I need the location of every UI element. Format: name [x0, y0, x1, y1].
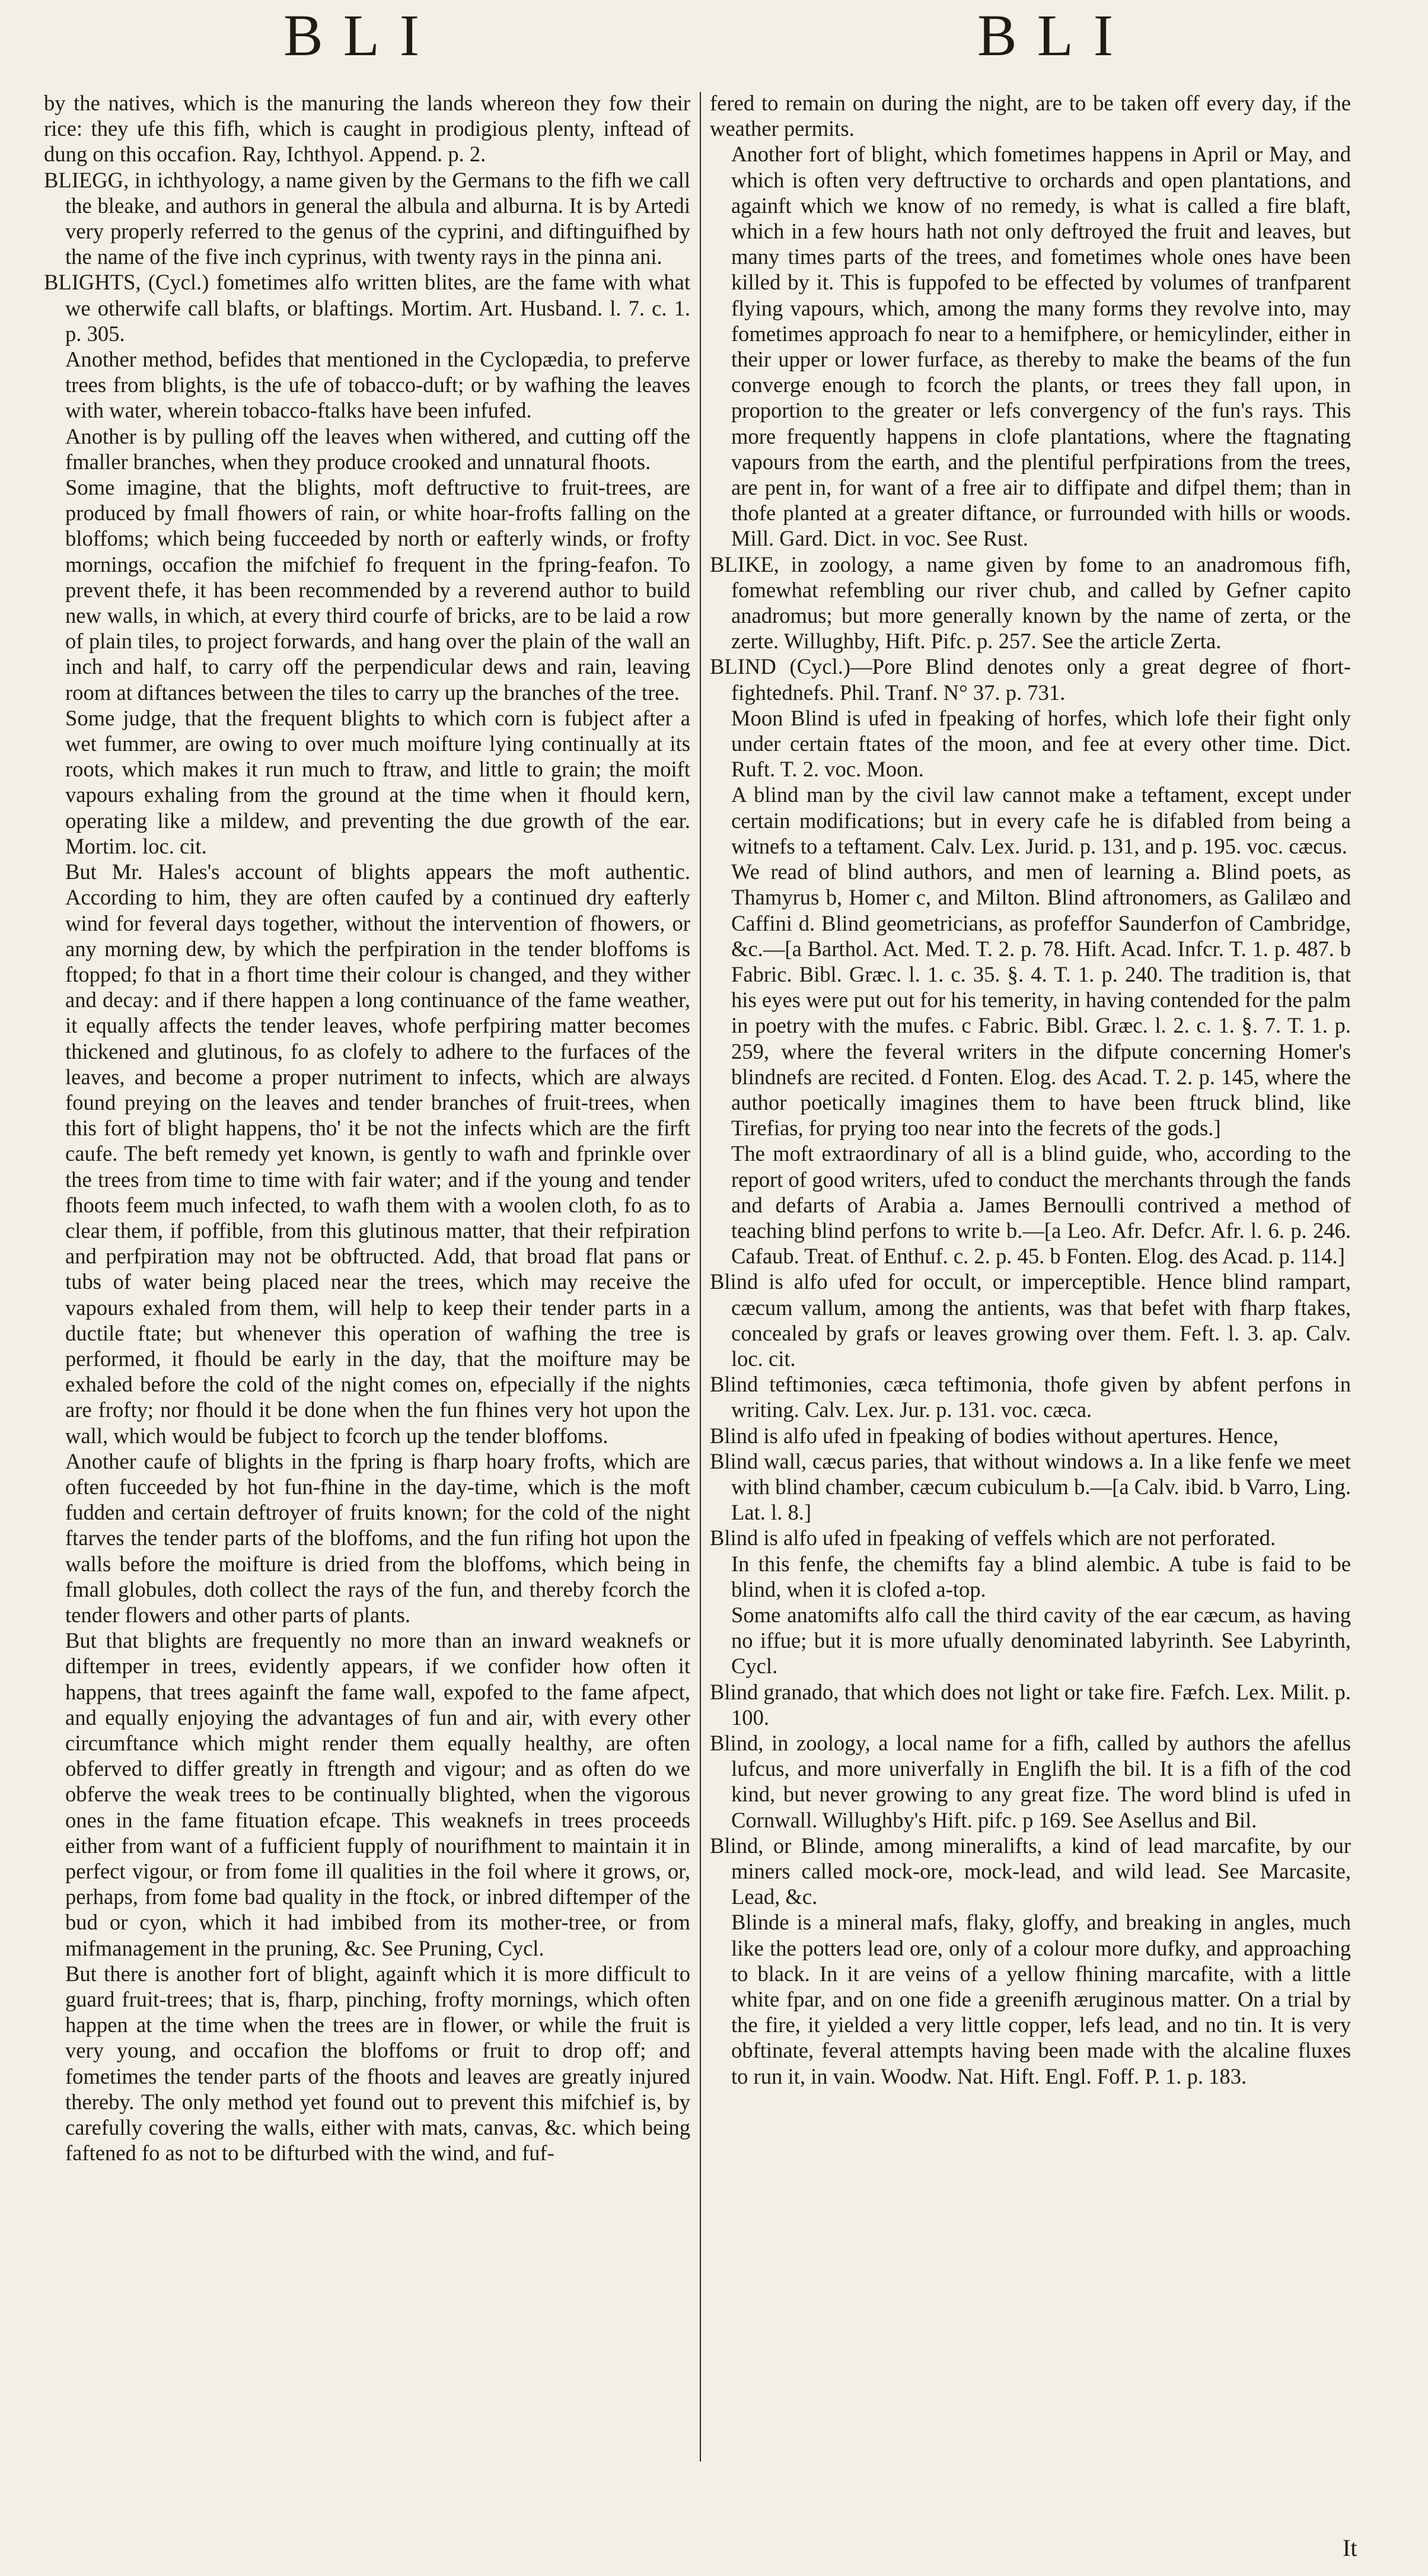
paragraph: Another is by pulling off the leaves when withered, and cutting off the fmaller branches, when they produce crooked and unnatural fhoots.	[65, 424, 690, 474]
paragraph: Another fort of blight, which fometimes happens in April or May, and which is often very deftructive to orchards and open plantations, and againft which we know of no remedy, is what is called a fire blaft, which in a few hours hath not only deftroyed the fruit and leaves, but many times parts of the trees, and fometimes whole ones have been killed by it. This is fuppofed to be effected by volumes of tranfparent flying vapours, which, among the many forms they revolve into, may fometimes approach fo near to a hemifphere, or hemicylinder, either in their upper or lower furface, as thereby to make the beams of the fun converge enough to fcorch the plants, or trees they fall upon, in proportion to the greater or lefs convergency of the fun's rays. This more frequently happens in clofe plantations, where the ftagnating vapours from the earth, and the plentiful perfpirations from the trees, are pent in, for want of a free air to diffipate and difpel them; than in thofe planted at a greater diftance, or furrounded with hills or woods. Mill. Gard. Dict. in voc. See Rust.	[731, 142, 1351, 551]
paragraph: Blinde is a mineral mafs, flaky, gloffy, and breaking in angles, much like the potters lead ore, only of a colour more dufky, and approaching to black. In it are veins of a yellow fhining marcafite, with a little white fpar, and on one fide a greenifh æruginous matter. On a trial by the fire, it yielded a very little copper, lefs lead, and no tin. It is very obftinate, feveral attempts having been made with the alcaline fluxes to run it, in vain. Woodw. Nat. Hift. Engl. Foff. P. 1. p. 183.	[731, 1910, 1351, 2088]
paragraph: BLIEGG, in ichthyology, a name given by the Germans to the fifh we call the bleake, and authors in general the albula and alburna. It is by Artedi very properly referred to the genus of the cyprini, and diftinguifhed by the name of the five inch cyprinus, with twenty rays in the pinna ani.	[44, 167, 690, 269]
paragraph: BLIGHTS, (Cycl.) fometimes alfo written blites, are the fame with what we otherwife call blafts, or blaftings. Mortim. Art. Husband. l. 7. c. 1. p. 305.	[44, 270, 690, 346]
paragraph: Blind granado, that which does not light or take fire. Fæfch. Lex. Milit. p. 100.	[710, 1679, 1351, 1730]
paragraph: In this fenfe, the chemifts fay a blind alembic. A tube is faid to be blind, when it is clofed a-top.	[731, 1551, 1351, 1601]
paragraph: Blind, or Blinde, among mineralifts, a kind of lead marcafite, by our miners called mock-ore, mock-lead, and wild lead. See Marcasite, Lead, &c.	[710, 1833, 1351, 1909]
paragraph: Blind is alfo ufed in fpeaking of bodies without apertures. Hence,	[710, 1423, 1279, 1448]
paragraph: Blind teftimonies, cæca teftimonia, thofe given by abfent perfons in writing. Calv. Lex. Jur. p. 131. voc. cæca.	[710, 1372, 1351, 1422]
paragraph: Blind is alfo ufed for occult, or imperceptible. Hence blind rampart, cæcum vallum, among the antients, was that befet with fharp ftakes, concealed by grafs or leaves growing over them. Feft. l. 3. ap. Calv. loc. cit.	[710, 1269, 1351, 1371]
column-divider	[700, 92, 701, 2462]
paragraph: Moon Blind is ufed in fpeaking of horfes, which lofe their fight only under certain ftates of the moon, and fee at every other time. Dict. Ruft. T. 2. voc. Moon.	[731, 705, 1351, 782]
running-head-right: BLI	[977, 2, 1134, 68]
paragraph: Another caufe of blights in the fpring is fharp hoary frofts, which are often fucceeded by hot fun-fhine in the day-time, which is the moft fudden and certain deftroyer of fruits known; for the cold of the night ftarves the tender parts of the bloffoms, and the fun rifing hot upon the walls before the moifture is dried from the bloffoms, which being in fmall globules, doth collect the rays of the fun, and thereby fcorch the tender flowers and other parts of plants.	[65, 1448, 690, 1627]
paragraph: Some imagine, that the blights, moft deftructive to fruit-trees, are produced by fmall fhowers of rain, or white hoar-frofts falling on the bloffoms; which being fucceeded by north or eafterly winds, or frofty mornings, occafion the mifchief fo frequent in the fpring-feafon. To prevent thefe, it has been recommended by a reverend author to build new walls, in which, at every third courfe of bricks, are to be laid a row of plain tiles, to project forwards, and hang over the plain of the wall an inch and half, to carry off the perpendicular dews and rain, leaving room at diftances between the tiles to carry up the branches of the tree.	[65, 475, 690, 705]
paragraph: fered to remain on during the night, are to be taken off every day, if the weather permits.	[710, 91, 1351, 141]
paragraph: But Mr. Hales's account of blights appears the moft authentic. According to him, they are often caufed by a continued dry eafterly wind for feveral days together, without the intervention of fhowers, or any morning dew, by which the perfpiration in the tender bloffoms is ftopped; fo that in a fhort time their colour is changed, and they wither and decay: and if there happen a long continuance of the fame weather, it equally affects the tender leaves, whofe perfpiring matter becomes thickened and glutinous, fo as clofely to adhere to the furfaces of the leaves, and become a proper nutriment to infects, which are always found preying on the leaves and tender branches of fruit-trees, when this fort of blight happens, tho' it be not the infects which are the firft caufe. The beft remedy yet known, is gently to wafh and fprinkle over the trees from time to time with fair water; and if the young and tender fhoots feem much infected, to wafh them with a woolen cloth, fo as to clear them, if poffible, from this glutinous matter, that their refpiration and perfpiration may not be obftructed. Add, that broad flat pans or tubs of water being placed near the trees, which may receive the vapours exhaled from them, will help to keep their tender parts in a ductile ftate; but whenever this operation of wafhing the tree is performed, it fhould be early in the day, that the moifture may be exhaled before the cold of the night comes on, efpecially if the nights are frofty; nor fhould it be done when the fun fhines very hot upon the wall, which would be fubject to fcorch up the tender bloffoms.	[65, 859, 690, 1448]
paragraph: But that blights are frequently no more than an inward weaknefs or diftemper in trees, evidently appears, if we confider how often it happens, that trees againft the fame wall, expofed to the fame afpect, and equally enjoying the advantages of fun and air, with every other circumftance which might render them equally healthy, are often obferved to differ greatly in ftrength and vigour; and as often do we obferve the weak trees to be continually blighted, when the vigorous ones in the fame fituation efcape. This weaknefs in trees proceeds either from want of a fufficient fupply of nourifhment to maintain it in perfect vigour, or from fome ill qualities in the foil where it grows, or, perhaps, from fome bad quality in the ftock, or inbred diftemper of the bud or cyon, which it had imbibed from its mother-tree, or from mifmanagement in the pruning, &c. See Pruning, Cycl.	[65, 1628, 690, 1960]
right-column	[710, 90, 1351, 2089]
paragraph: Blind is alfo ufed in fpeaking of veffels which are not perforated.	[710, 1526, 1276, 1550]
paragraph: Blind, in zoology, a local name for a fifh, called by authors the afellus lufcus, and more univerfally in Englifh the bil. It is a fifh of the cod kind, but never growing to any great fize. The word blind is ufed in Cornwall. Willughby's Hift. pifc. p 169. See Asellus and Bil.	[710, 1731, 1351, 1832]
paragraph: But there is another fort of blight, againft which it is more difficult to guard fruit-trees; that is, fharp, pinching, frofty mornings, which often happen at the time when the trees are in flower, or while the fruit is very young, and occafion the bloffoms or fruit to drop off; and fometimes the tender parts of the fhoots and leaves are greatly injured thereby. The only method yet found out to prevent this mifchief is, by carefully covering the walls, either with mats, canvas, &c. which being faftened fo as not to be difturbed with the wind, and fuf-	[65, 1961, 690, 2166]
paragraph: Blind wall, cæcus paries, that without windows a. In a like fenfe we meet with blind chamber, cæcum cubiculum b.—[a Calv. ibid. b Varro, Ling. Lat. l. 8.]	[710, 1448, 1351, 1525]
paragraph: Some anatomifts alfo call the third cavity of the ear cæcum, as having no iffue; but it is more ufually denominated labyrinth. See Labyrinth, Cycl.	[731, 1602, 1351, 1679]
paragraph: We read of blind authors, and men of learning a. Blind poets, as Thamyrus b, Homer c, and Milton. Blind aftronomers, as Galilæo and Caffini d. Blind geometricians, as profeffor Saunderfon of Cambridge, &c.—[a Barthol. Act. Med. T. 2. p. 78. Hift. Acad. Infcr. T. 1. p. 487. b Fabric. Bibl. Græc. l. 1. c. 35. §. 4. T. 1. p. 240. The tradition is, that his eyes were put out for his temerity, in having contended for the palm in poetry with the mufes. c Fabric. Bibl. Græc. l. 2. c. 1. §. 7. T. 1. p. 259, where the feveral writers in the difpute concerning Homer's blindnefs are recited. d Fonten. Elog. des Acad. T. 2. p. 145, where the author poetically imagines them to have been ftruck blind, like Tirefias, for prying too near into the fecrets of the gods.]	[731, 859, 1351, 1141]
running-head-left: BLI	[283, 2, 440, 68]
paragraph: BLIND (Cycl.)—Pore Blind denotes only a great degree of fhort-fightednefs. Phil. Tranf. N° 37. p. 731.	[710, 654, 1351, 705]
catchword: It	[1343, 2534, 1357, 2561]
paragraph: BLIKE, in zoology, a name given by fome to an anadromous fifh, fomewhat refembling our river chub, and called by Gefner capito anadromus; but more generally known by the name of zerta, or the zerte. Willughby, Hift. Pifc. p. 257. See the article Zerta.	[710, 552, 1351, 654]
left-column	[44, 90, 690, 2166]
paragraph: The moft extraordinary of all is a blind guide, who, according to the report of good writers, ufed to conduct the merchants through the fands and defarts of Arabia a. James Bernoulli contrived a method of teaching blind perfons to write b.—[a Leo. Afr. Defcr. Afr. l. 6. p. 246. Cafaub. Treat. of Enthuf. c. 2. p. 45. b Fonten. Elog. des Acad. p. 114.]	[731, 1141, 1351, 1269]
paragraph: A blind man by the civil law cannot make a teftament, except under certain modifications; but in every cafe he is difabled from being a witnefs to a teftament. Calv. Lex. Jurid. p. 131, and p. 195. voc. cæcus.	[731, 782, 1351, 858]
paragraph: Another method, befides that mentioned in the Cyclopædia, to preferve trees from blights, is the ufe of tobacco-duft; or by wafhing the leaves with water, wherein tobacco-ftalks have been infufed.	[65, 347, 690, 423]
paragraph: by the natives, which is the manuring the lands whereon they fow their rice: they ufe this fifh, which is caught in prodigious plenty, inftead of dung on this occafion. Ray, Ichthyol. Append. p. 2.	[44, 91, 690, 167]
paragraph: Some judge, that the frequent blights to which corn is fubject after a wet fummer, are owing to over much moifture lying continually at its roots, which makes it run much to ftraw, and little to grain; the moift vapours exhaling from the ground at the time when it fhould kern, operating like a mildew, and preventing the due growth of the ear. Mortim. loc. cit.	[65, 705, 690, 858]
